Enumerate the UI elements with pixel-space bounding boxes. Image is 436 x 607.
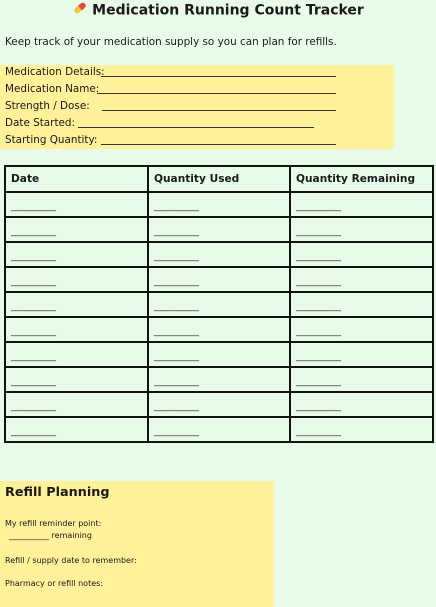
quantity-used-cell[interactable]: [148, 317, 290, 342]
blank-line: __________: [11, 426, 56, 437]
page-title-text: Medication Running Count Tracker: [92, 2, 364, 19]
medication-details-heading: Medication Details:: [5, 65, 105, 79]
table-row: [5, 367, 433, 392]
quantity-remaining-cell[interactable]: [290, 292, 433, 317]
blank-line: __________: [154, 351, 199, 362]
intro-text: Keep track of your medication supply so you can plan for refills.: [5, 36, 337, 48]
quantity-remaining-cell[interactable]: [290, 317, 433, 342]
blank-line: __________: [11, 376, 56, 387]
table-row: [5, 217, 433, 242]
date-cell[interactable]: [5, 242, 148, 267]
quantity-used-cell[interactable]: [148, 242, 290, 267]
table-row: [5, 242, 433, 267]
refill-planning-title: Refill Planning: [5, 485, 110, 500]
quantity-remaining-cell[interactable]: [290, 267, 433, 292]
refill-reminder-label: My refill reminder point:: [5, 519, 102, 528]
table-row: [5, 292, 433, 317]
blank-line: __________: [296, 251, 341, 262]
date-cell[interactable]: [5, 392, 148, 417]
strength-dose-field[interactable]: Strength / Dose:: [5, 99, 90, 113]
refill-reminder-field[interactable]: __________ remaining: [9, 531, 92, 540]
quantity-used-cell[interactable]: [148, 292, 290, 317]
quantity-used-cell[interactable]: [148, 217, 290, 242]
blank-line: __________: [296, 401, 341, 412]
blank-line: __________: [154, 301, 199, 312]
table-row: [5, 342, 433, 367]
blank-line: __________: [154, 276, 199, 287]
blank-line: __________: [296, 376, 341, 387]
date-cell[interactable]: [5, 317, 148, 342]
quantity-used-cell[interactable]: [148, 392, 290, 417]
table-row: [5, 267, 433, 292]
blank-line: __________: [296, 201, 341, 212]
blank-line: __________: [154, 201, 199, 212]
page-title: [0, 0, 436, 18]
quantity-remaining-cell[interactable]: [290, 192, 433, 217]
refill-supply-date-field[interactable]: Refill / supply date to remember:: [5, 556, 137, 565]
quantity-used-cell[interactable]: [148, 267, 290, 292]
medication-details-box: [0, 65, 394, 149]
blank-line: __________: [11, 226, 56, 237]
column-header-date: Date: [5, 166, 148, 192]
column-header-quantity-remaining: Quantity Remaining: [290, 166, 433, 192]
date-cell[interactable]: [5, 192, 148, 217]
blank-line: __________: [11, 276, 56, 287]
quantity-used-cell[interactable]: [148, 192, 290, 217]
blank-line: __________: [296, 276, 341, 287]
blank-line: __________: [11, 326, 56, 337]
date-cell[interactable]: [5, 342, 148, 367]
blank-line: __________: [296, 301, 341, 312]
quantity-remaining-cell[interactable]: [290, 392, 433, 417]
medication-name-field[interactable]: Medication Name:: [5, 82, 99, 96]
blank-line: __________: [11, 301, 56, 312]
blank-line: __________: [11, 401, 56, 412]
blank-line: __________: [11, 351, 56, 362]
quantity-used-cell[interactable]: [148, 417, 290, 442]
quantity-remaining-cell[interactable]: [290, 242, 433, 267]
blank-line: __________: [296, 351, 341, 362]
pharmacy-notes-field[interactable]: Pharmacy or refill notes:: [5, 579, 103, 588]
table-row: [5, 192, 433, 217]
blank-line: __________: [154, 251, 199, 262]
quantity-remaining-cell[interactable]: [290, 417, 433, 442]
blank-line: __________: [154, 226, 199, 237]
blank-line: __________: [11, 251, 56, 262]
quantity-used-cell[interactable]: [148, 367, 290, 392]
quantity-log-table: [4, 165, 434, 443]
quantity-used-cell[interactable]: [148, 342, 290, 367]
column-header-quantity-used: Quantity Used: [148, 166, 290, 192]
quantity-remaining-cell[interactable]: [290, 367, 433, 392]
quantity-remaining-cell[interactable]: [290, 342, 433, 367]
table-row: [5, 317, 433, 342]
pill-icon: [72, 0, 88, 21]
blank-line: __________: [154, 401, 199, 412]
table-row: [5, 392, 433, 417]
date-started-field[interactable]: Date Started:: [5, 116, 75, 130]
date-cell[interactable]: [5, 267, 148, 292]
date-cell[interactable]: [5, 417, 148, 442]
blank-line: __________: [154, 426, 199, 437]
blank-line: __________: [154, 376, 199, 387]
blank-line: __________: [11, 201, 56, 212]
blank-line: __________: [296, 426, 341, 437]
date-cell[interactable]: [5, 367, 148, 392]
blank-line: __________: [154, 326, 199, 337]
blank-line: __________: [296, 226, 341, 237]
table-row: [5, 417, 433, 442]
quantity-remaining-cell[interactable]: [290, 217, 433, 242]
table-header-row: [5, 166, 433, 192]
starting-quantity-field[interactable]: Starting Quantity:: [5, 133, 97, 147]
refill-planning-box: [0, 481, 274, 607]
date-cell[interactable]: [5, 292, 148, 317]
blank-line: __________: [296, 326, 341, 337]
date-cell[interactable]: [5, 217, 148, 242]
